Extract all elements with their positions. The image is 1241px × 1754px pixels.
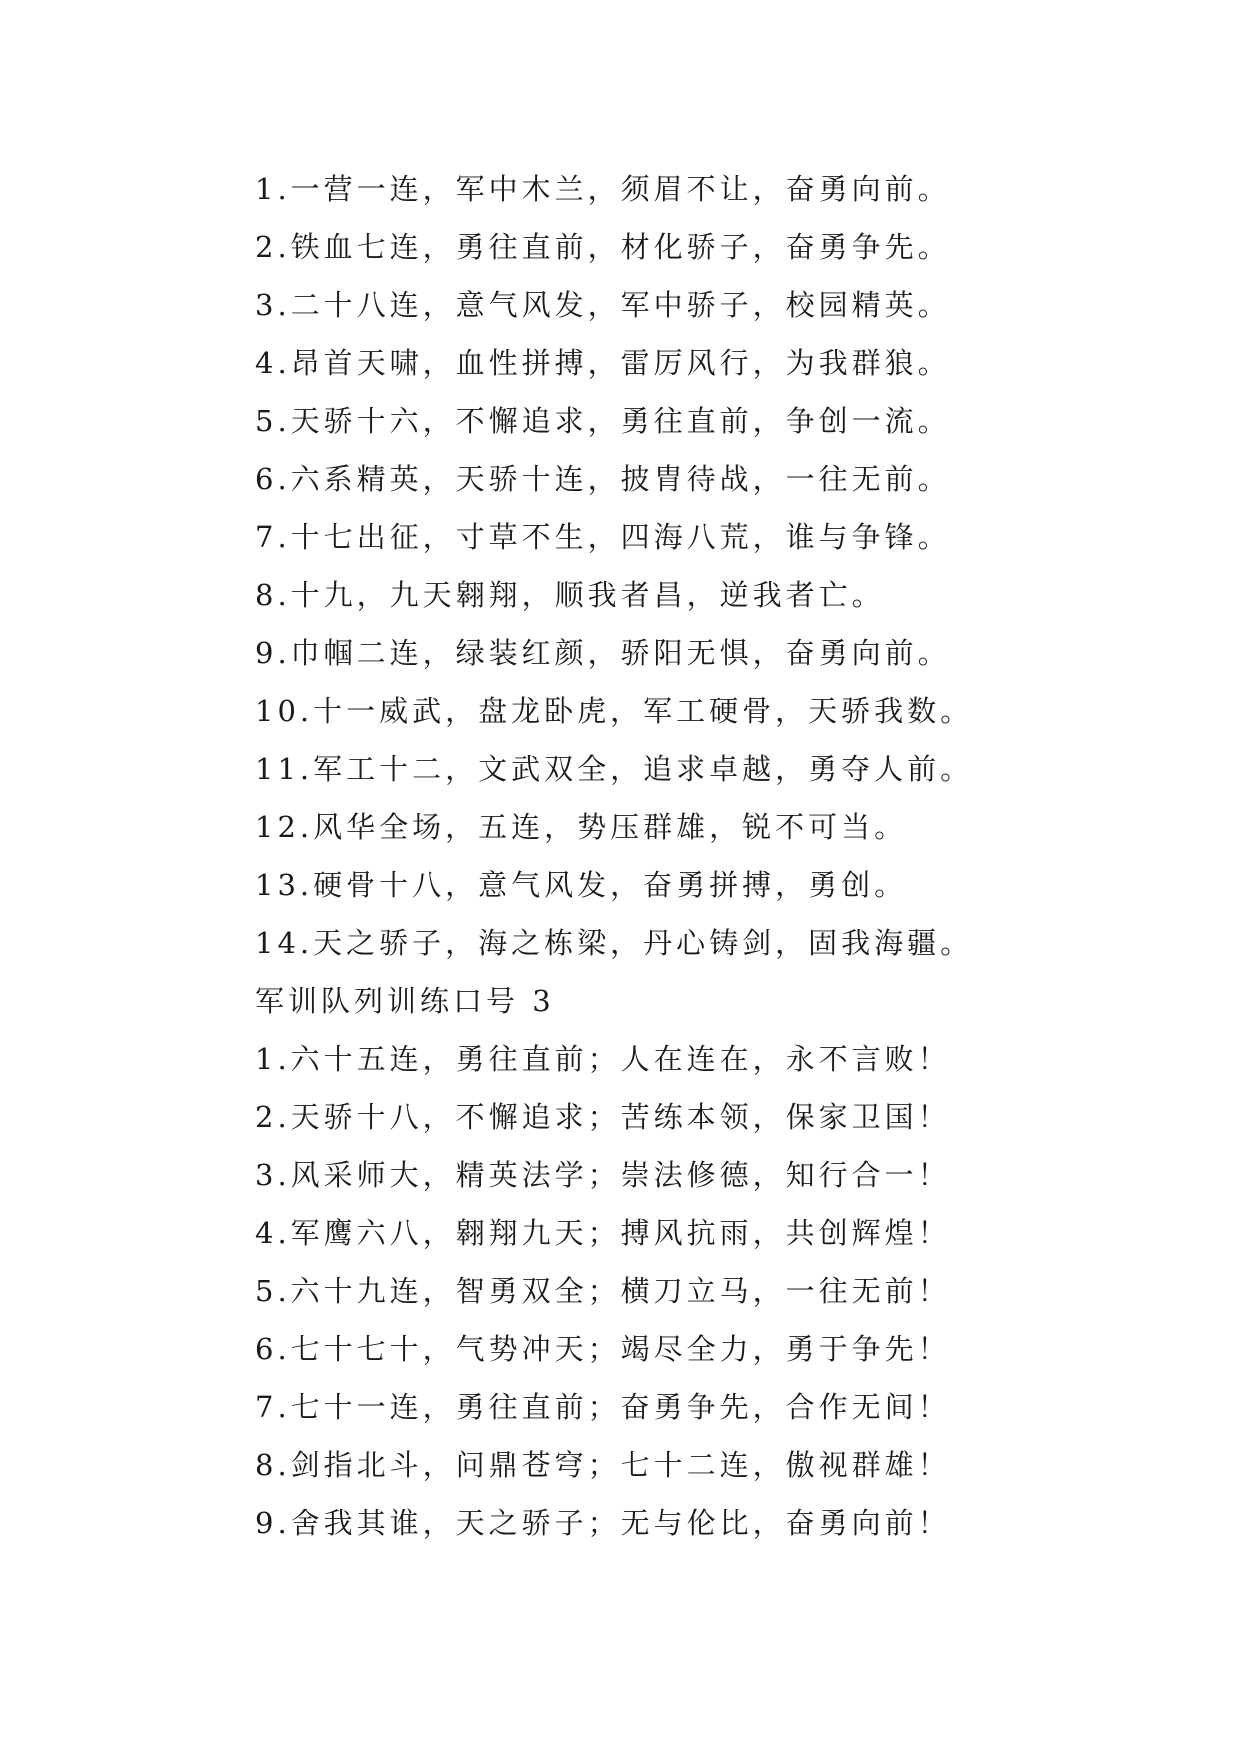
slogan-line: 11.军工十二，文武双全，追求卓越，勇夺人前。 bbox=[255, 752, 974, 786]
document-body bbox=[255, 160, 1015, 1552]
slogan-line: 5.六十九连，智勇双全；横刀立马，一往无前！ bbox=[255, 1274, 951, 1308]
slogan-line: 3.风采师大，精英法学；崇法修德，知行合一！ bbox=[255, 1158, 951, 1192]
section-heading: 军训队列训练口号 3 bbox=[255, 984, 555, 1018]
slogan-line: 3.二十八连，意气风发，军中骄子，校园精英。 bbox=[255, 288, 951, 322]
slogan-line: 6.六系精英，天骄十连，披胄待战，一往无前。 bbox=[255, 462, 951, 496]
slogan-line: 8.十九，九天翱翔，顺我者昌，逆我者亡。 bbox=[255, 578, 885, 612]
slogan-line: 7.十七出征，寸草不生，四海八荒，谁与争锋。 bbox=[255, 520, 951, 554]
slogan-line: 5.天骄十六，不懈追求，勇往直前，争创一流。 bbox=[255, 404, 951, 438]
slogan-line: 6.七十七十，气势冲天；竭尽全力，勇于争先！ bbox=[255, 1332, 951, 1366]
slogan-line: 9.舍我其谁，天之骄子；无与伦比，奋勇向前！ bbox=[255, 1506, 951, 1540]
slogan-line: 1.六十五连，勇往直前；人在连在，永不言败！ bbox=[255, 1042, 951, 1076]
slogan-line: 2.天骄十八，不懈追求；苦练本领，保家卫国！ bbox=[255, 1100, 951, 1134]
slogan-line: 10.十一威武，盘龙卧虎，军工硬骨，天骄我数。 bbox=[255, 694, 974, 728]
slogan-line: 12.风华全场，五连，势压群雄，锐不可当。 bbox=[255, 810, 908, 844]
slogan-line: 4.昂首天啸，血性拼搏，雷厉风行，为我群狼。 bbox=[255, 346, 951, 380]
slogan-line: 13.硬骨十八，意气风发，奋勇拼搏，勇创。 bbox=[255, 868, 908, 902]
slogan-line: 14.天之骄子，海之栋梁，丹心铸剑，固我海疆。 bbox=[255, 926, 974, 960]
slogan-line: 9.巾帼二连，绿装红颜，骄阳无惧，奋勇向前。 bbox=[255, 636, 951, 670]
slogan-line: 1.一营一连，军中木兰，须眉不让，奋勇向前。 bbox=[255, 172, 951, 206]
slogan-line: 7.七十一连，勇往直前；奋勇争先，合作无间！ bbox=[255, 1390, 951, 1424]
slogan-line: 8.剑指北斗，问鼎苍穹；七十二连，傲视群雄！ bbox=[255, 1448, 951, 1482]
slogan-line: 2.铁血七连，勇往直前，材化骄子，奋勇争先。 bbox=[255, 230, 951, 264]
slogan-line: 4.军鹰六八，翱翔九天；搏风抗雨，共创辉煌！ bbox=[255, 1216, 951, 1250]
